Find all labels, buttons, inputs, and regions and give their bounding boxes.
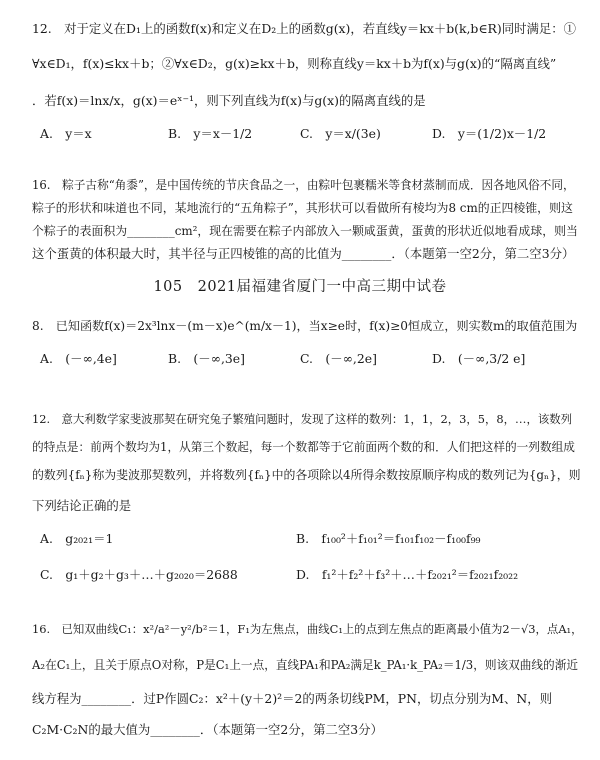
q16a-line-3: 个粽子的表面积为________cm²，现在需要在粽子内部放入一颗咸蛋黄，蛋黄的形状近似地看成球，则当 xyxy=(32,224,578,238)
q12b-option-a: A. g₂₀₂₁＝1 xyxy=(40,531,114,546)
q12a-option-a: A. y＝x xyxy=(40,126,92,141)
q12b-line-3: 的数列{fₙ}称为斐波那契数列，并将数列{fₙ}中的各项除以4所得余数按原顺序构成的数列记为{gₙ}，则 xyxy=(32,468,581,482)
q12b-line-4: 下列结论正确的是 xyxy=(32,498,132,513)
q12b-line-2: 的特点是：前两个数均为1，从第三个数起，每一个数都等于它前面两个数的和．人们把这样的一列数组成 xyxy=(32,440,575,454)
q8-option-b: B. (－∞,3e] xyxy=(168,351,245,366)
q16a-line-2: 粽子的形状和味道也不同，某地流行的“五角粽子”，其形状可以看做所有棱均为8 cm的正四棱锥，则这 xyxy=(32,201,573,215)
q12b-line-1: 12. 意大利数学家斐波那契在研究兔子繁殖问题时，发现了这样的数列：1，1，2，3，5，8，…，该数列 xyxy=(32,412,573,426)
q16a-line-1: 16. 粽子古称“角黍”，是中国传统的节庆食品之一，由粽叶包裹糯米等食材蒸制而成．因各地风俗不同， xyxy=(32,178,575,192)
q12b-option-d: D. f₁²＋f₂²＋f₃²＋…＋f₂₀₂₁²＝f₂₀₂₁f₂₀₂₂ xyxy=(296,567,519,582)
q12b-option-c: C. g₁＋g₂＋g₃＋…＋g₂₀₂₀＝2688 xyxy=(40,567,238,582)
q8-option-c: C. (－∞,2e] xyxy=(300,351,377,366)
q12a-option-c: C. y＝x/(3e) xyxy=(300,126,381,141)
q12a-option-d: D. y＝(1/2)x－1/2 xyxy=(432,126,547,141)
q12a-option-b: B. y＝x－1/2 xyxy=(168,126,253,141)
q16b-line-3: 线方程为________．过P作圆C₂：x²＋(y＋2)²＝2的两条切线PM，PN，切点分别为M、N，则 xyxy=(32,691,552,706)
q16b-line-2: A₂在C₁上，且关于原点O对称，P是C₁上一点，直线PA₁和PA₂满足k_PA₁·k_PA₂＝1/3，则该双曲线的渐近 xyxy=(32,658,578,672)
q12a-line-1: 12. 对于定义在D₁上的函数f(x)和定义在D₂上的函数g(x)，若直线y＝kx＋b(k,b∈R)同时满足：① xyxy=(32,21,577,36)
q12a-line-3: ．若f(x)＝lnx/x，g(x)＝eˣ⁻¹，则下列直线为f(x)与g(x)的隔离直线的是 xyxy=(32,93,426,108)
q8-option-a: A. (－∞,4e] xyxy=(40,351,117,366)
q16b-line-1: 16. 已知双曲线C₁：x²/a²－y²/b²＝1，F₁为左焦点，曲线C₁上的点到左焦点的距离最小值为2－√3，点A₁， xyxy=(32,622,583,636)
q12b-option-b: B. f₁₀₀²＋f₁₀₁²＝f₁₀₁f₁₀₂－f₁₀₀f₉₉ xyxy=(296,531,481,546)
q8-option-d: D. (－∞,3/2 e] xyxy=(432,351,526,366)
q12a-line-2: ∀x∈D₁，f(x)≤kx＋b；②∀x∈D₂，g(x)≥kx＋b，则称直线y＝kx＋b为f(x)与g(x)的“隔离直线” xyxy=(32,56,557,71)
q16a-line-4: 这个蛋黄的体积最大时，其半径与正四棱锥的高的比值为________．（本题第一空2分，第二空3分） xyxy=(32,246,575,261)
q8-line-1: 8. 已知函数f(x)＝2x³lnx－(m－x)e^(m/x－1)，当x≥e时，f(x)≥0恒成立，则实数m的取值范围为 xyxy=(32,319,578,333)
section-heading: 105 2021届福建省厦门一中高三期中试卷 xyxy=(153,279,447,295)
q16b-line-4: C₂M·C₂N的最大值为________．（本题第一空2分，第二空3分） xyxy=(32,722,383,737)
